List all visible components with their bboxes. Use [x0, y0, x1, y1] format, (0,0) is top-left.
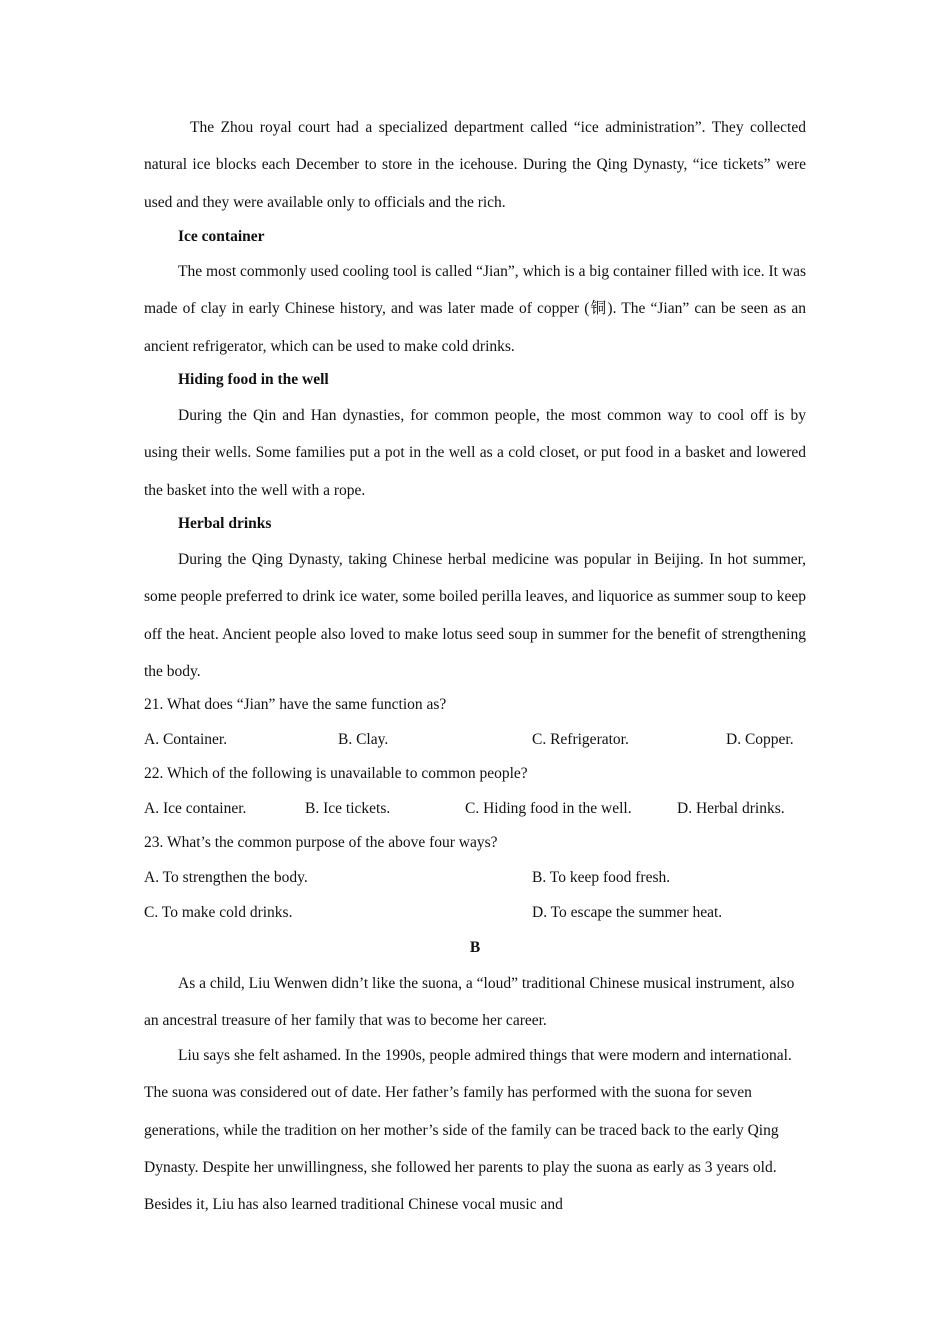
option-a[interactable]: A. Ice container.: [144, 800, 247, 817]
paragraph: The most commonly used cooling tool is called “Jian”, which is a big container filled with ice. It was made of clay in early Chinese history, and was later made of copper (铜). The “Jian” can be seen as an ancient refrigerator, which can be used to make cold drinks.: [144, 263, 806, 355]
question-23-options-row1: [144, 867, 806, 889]
question-stem: 21. What does “Jian” have the same function as?: [144, 696, 447, 713]
section-ice-container-text: [144, 253, 806, 365]
question-22-options: [144, 798, 806, 820]
question-21-options: [144, 729, 806, 751]
passage-a-intro: [144, 109, 806, 221]
section-ice-container: [144, 226, 806, 248]
section-hiding-food: [144, 369, 806, 391]
section-hiding-food-text: [144, 397, 806, 509]
paragraph: During the Qing Dynasty, taking Chinese herbal medicine was popular in Beijing. In hot summer, some people preferred to drink ice water, some boiled perilla leaves, and liquorice as summer soup to keep off the heat. Ancient people also loved to make lotus seed soup in summer for the benefit of strengthening the body.: [144, 551, 806, 680]
paragraph: Liu says she felt ashamed. In the 1990s, people admired things that were modern and international. The suona was considered out of date. Her father’s family has performed with the suona for seven generations, while the tradition on her mother’s side of the family can be traced back to the early Qing Dynasty. Despite her unwillingness, she followed her parents to play the suona as early as 3 years old. Besides it, Liu has also learned traditional Chinese vocal music and: [144, 1047, 792, 1214]
section-heading: Hiding food in the well: [178, 371, 329, 388]
question-21: [144, 694, 806, 716]
question-23: [144, 832, 806, 854]
option-b[interactable]: B. Ice tickets.: [305, 800, 391, 817]
option-b[interactable]: B. Clay.: [338, 731, 389, 748]
option-c[interactable]: C. Refrigerator.: [532, 731, 629, 748]
paragraph: As a child, Liu Wenwen didn’t like the suona, a “loud” traditional Chinese musical instrument, also an ancestral treasure of her family that was to become her career.: [144, 975, 795, 1030]
section-herbal-drinks-text: [144, 541, 806, 690]
option-b[interactable]: B. To keep food fresh.: [532, 869, 671, 886]
section-heading: Herbal drinks: [178, 515, 272, 532]
question-23-options-row2: [144, 902, 806, 924]
section-heading: Ice container: [178, 228, 265, 245]
option-a[interactable]: A. Container.: [144, 731, 228, 748]
option-d[interactable]: D. To escape the summer heat.: [532, 904, 723, 921]
section-herbal-drinks: [144, 513, 806, 535]
option-d[interactable]: D. Copper.: [726, 731, 794, 748]
question-stem: 23. What’s the common purpose of the above four ways?: [144, 834, 498, 851]
paragraph: During the Qin and Han dynasties, for common people, the most common way to cool off is by using their wells. Some families put a pot in the well as a cold closet, or put food in a basket and lowered the basket into the well with a rope.: [144, 407, 806, 499]
paragraph: The Zhou royal court had a specialized department called “ice administration”. They collected natural ice blocks each December to store in the icehouse. During the Qing Dynasty, “ice tickets” were used and they were available only to officials and the rich.: [144, 119, 806, 211]
passage-b-paragraph-2: [144, 1037, 806, 1223]
question-22: [144, 763, 806, 785]
option-d[interactable]: D. Herbal drinks.: [677, 800, 785, 817]
passage-b-paragraph-1: [144, 965, 806, 1040]
passage-b-label: B: [469, 939, 481, 956]
option-c[interactable]: C. To make cold drinks.: [144, 904, 293, 921]
question-stem: 22. Which of the following is unavailable to common people?: [144, 765, 528, 782]
option-a[interactable]: A. To strengthen the body.: [144, 869, 308, 886]
option-c[interactable]: C. Hiding food in the well.: [465, 800, 632, 817]
